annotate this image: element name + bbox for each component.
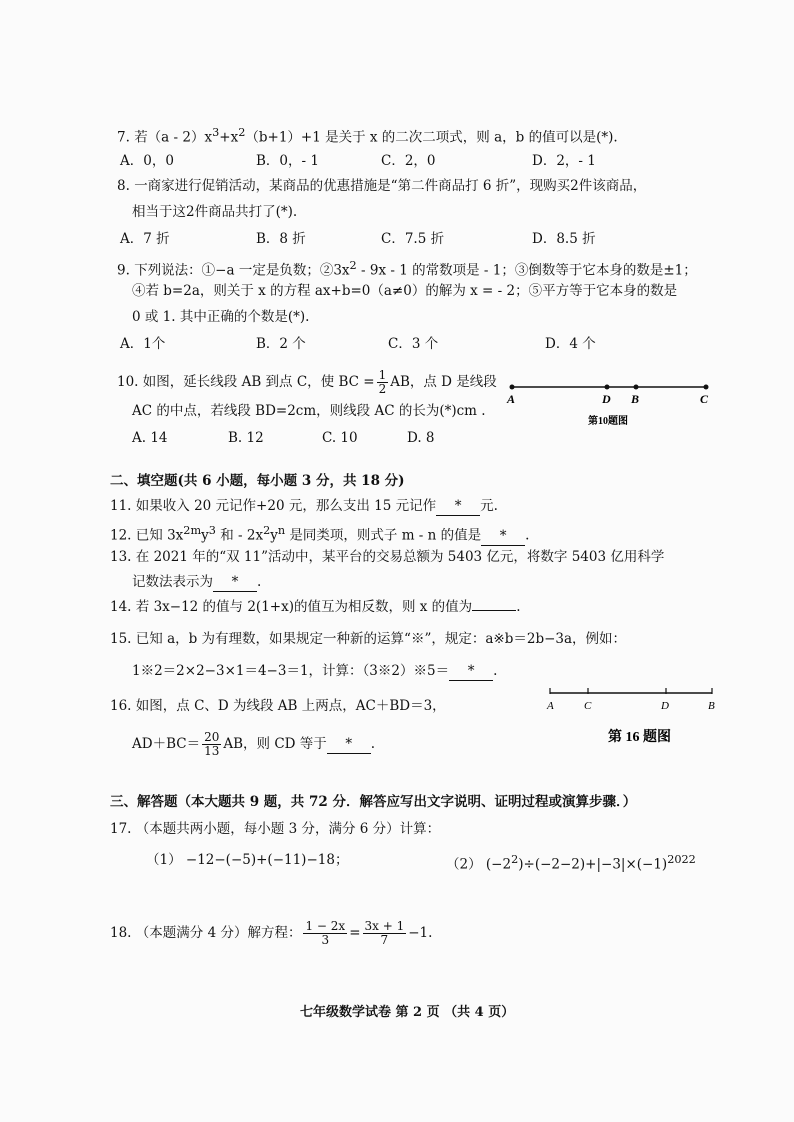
q7-option-c: C．2，0 bbox=[381, 153, 436, 169]
question-10: 10. 如图，延长线段 AB 到点 C，使 BC = $\frac{1}{2}$ AB，点 D 是线段 bbox=[117, 368, 497, 396]
q7-option-b: B．0，- 1 bbox=[256, 153, 319, 169]
answer-blank[interactable]: * bbox=[481, 527, 525, 546]
question-13: 13. 在 2021 年的“双 11”活动中，某平台的交易总额为 5403 亿元，将数字 5403 亿用科学 bbox=[110, 549, 665, 565]
question-7: 7. 若$(a - 2)x^3+x^2(b+1)+1$ 是关于 x 的二次二项式，则 a，b 的值可以是(*). bbox=[117, 126, 618, 146]
question-11: 11. 如果收入 20 元记作+20 元，那么支出 15 元记作 * 元. bbox=[110, 498, 498, 514]
question-10-line2: AC 的中点，若线段 BD=2cm，则线段 AC 的长为(*)cm . bbox=[132, 403, 486, 419]
section-3-title: 三、解答题（本大题共 9 题，共 72 分．解答应写出文字说明、证明过程或演算步骤．） bbox=[110, 794, 637, 810]
label-b: B bbox=[708, 700, 715, 712]
answer-blank[interactable]: * bbox=[213, 573, 257, 592]
q7-option-d: D．2，- 1 bbox=[532, 153, 596, 169]
label-d: D bbox=[602, 392, 611, 406]
fraction: $\frac{20}{13}$ bbox=[204, 730, 220, 758]
point-a bbox=[510, 385, 515, 390]
question-12: 12. 已知 $3x^{2m}y^3$ 和 - $2x^2y^n$ 是同类项，则式子 m - n 的值是 * . bbox=[110, 524, 530, 544]
answer-blank[interactable]: * bbox=[436, 497, 480, 516]
question-15-line2: 1※2＝2×2−3×1＝4−3＝1，计算：（3※2）※5＝ * . bbox=[132, 663, 498, 679]
label-a: A bbox=[547, 700, 554, 712]
question-9-line2: ④若 b=2a，则关于 x 的方程 ax+b=0（a≠0）的解为 x = - 2；⑤平方等于它本身的数是 bbox=[132, 283, 678, 299]
point-b bbox=[634, 385, 639, 390]
page-footer: 七年级数学试卷 第 2 页 （共 4 页） bbox=[300, 1005, 515, 1020]
question-17-part-2: （2） $(-2^2)\div(-2-2)+|-3|\times(-1)^{2022}$ bbox=[446, 853, 696, 873]
label-c: C bbox=[584, 700, 592, 712]
question-13-line2: 记数法表示为 * . bbox=[132, 574, 262, 590]
point-d bbox=[605, 385, 610, 390]
fraction-right: $\frac{3x + 1}{7}$ bbox=[364, 919, 405, 947]
q9-option-c: C．3 个 bbox=[388, 336, 439, 352]
question-14: 14. 若 3x−12 的值与 2(1+x)的值互为相反数，则 x 的值为 . bbox=[110, 599, 521, 615]
question-number: 7. bbox=[117, 129, 130, 146]
section-2-title: 二、填空题(共 6 小题，每小题 3 分，共 18 分) bbox=[110, 473, 405, 489]
fraction: $\frac{1}{2}$ bbox=[378, 368, 387, 396]
q10-option-a: A. 14 bbox=[132, 430, 168, 446]
q8-option-c: C．7.5 折 bbox=[381, 231, 445, 247]
label-c: C bbox=[700, 392, 709, 406]
q8-option-a: A．7 折 bbox=[120, 231, 170, 247]
q9-option-b: B．2 个 bbox=[256, 336, 306, 352]
question-17: 17. （本题共两小题，每小题 3 分，满分 6 分）计算： bbox=[110, 821, 441, 837]
point-c bbox=[704, 385, 709, 390]
question-9: 9. 下列说法：①−a 一定是负数；$②3x^2 - 9x - 1$ 的常数项是 - 1；③倒数等于它本身的数是±1； bbox=[117, 259, 697, 279]
q10-option-d: D. 8 bbox=[407, 430, 435, 446]
q7-option-a: A．0，0 bbox=[120, 153, 174, 169]
q8-option-b: B．8 折 bbox=[256, 231, 306, 247]
q9-option-d: D．4 个 bbox=[545, 336, 596, 352]
question-9-line3: 0 或 1. 其中正确的个数是(*). bbox=[132, 309, 310, 325]
figure-caption: 第10题图 bbox=[588, 416, 628, 427]
question-18: 18. （本题满分 4 分）解方程： $\frac{1 - 2x}{3}$ = $\frac{3x + 1}{7}$ −1. bbox=[110, 919, 433, 947]
figure-caption: 第 16 题图 bbox=[608, 730, 671, 745]
question-16-line2: AD＋BC＝ $\frac{20}{13}$ AB，则 CD 等于 * . bbox=[132, 730, 376, 758]
answer-blank[interactable]: * bbox=[449, 662, 493, 681]
label-d: D bbox=[661, 700, 669, 712]
question-8: 8. 一商家进行促销活动，某商品的优惠措施是“第二件商品打 6 折”，现购买2件该商品， bbox=[117, 178, 647, 194]
question-8-line2: 相当于这2件商品共打了(*). bbox=[132, 204, 298, 220]
figure-16 bbox=[540, 683, 725, 753]
label-b: B bbox=[631, 392, 640, 406]
question-17-part-1: （1） −12−(−5)+(−11)−18； bbox=[146, 852, 349, 868]
q8-option-d: D．8.5 折 bbox=[532, 231, 596, 247]
q10-option-c: C. 10 bbox=[322, 430, 358, 446]
question-15: 15. 已知 a，b 为有理数，如果规定一种新的运算“※”，规定：a※b＝2b−3a，例如： bbox=[110, 631, 627, 647]
label-a: A bbox=[507, 392, 516, 406]
question-16: 16. 如图，点 C、D 为线段 AB 上两点，AC＋BD＝3， bbox=[110, 698, 446, 714]
figure-10 bbox=[500, 375, 725, 435]
q10-option-b: B. 12 bbox=[228, 430, 264, 446]
answer-blank[interactable] bbox=[472, 610, 516, 611]
fraction-left: $\frac{1 - 2x}{3}$ bbox=[305, 919, 346, 947]
q9-option-a: A．1个 bbox=[120, 336, 166, 352]
answer-blank[interactable]: * bbox=[327, 735, 371, 754]
